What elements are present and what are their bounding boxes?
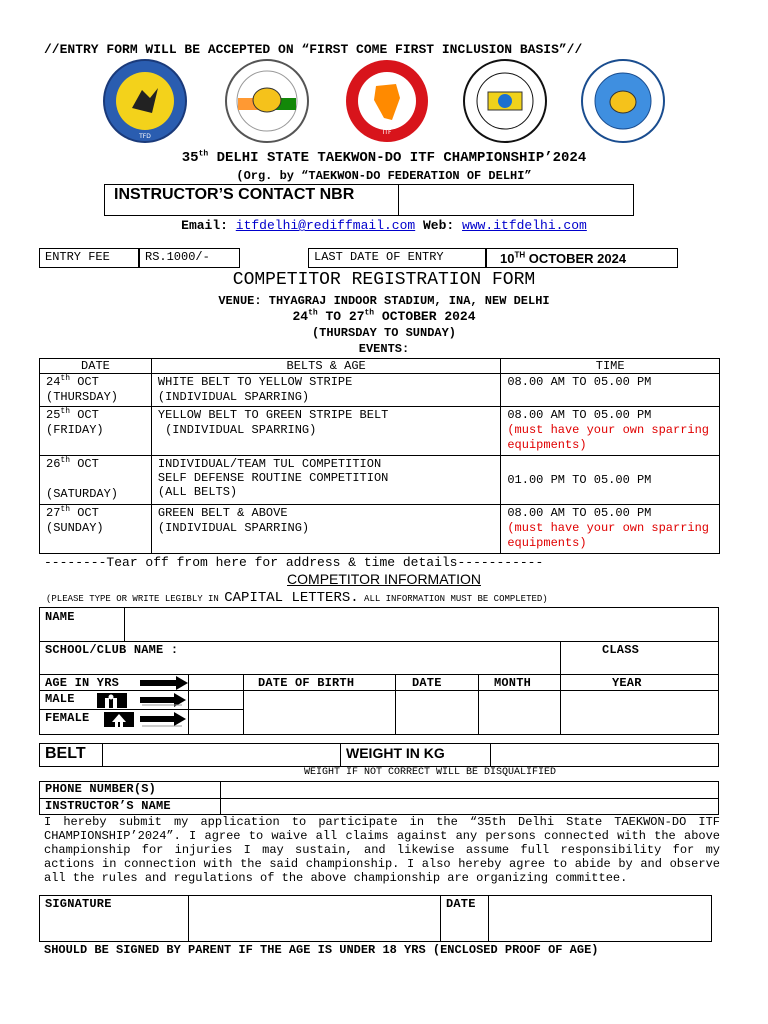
name-label: NAME: [45, 610, 75, 624]
last-date-value: 10TH OCTOBER 2024: [500, 250, 627, 266]
arrow-right-icon: [140, 676, 188, 694]
contact-line: Email: itfdelhi@rediffmail.com Web: www.itfdelhi.com: [181, 218, 587, 233]
championship-title: 35th DELHI STATE TAEKWON-DO ITF CHAMPIONSHIP’2024: [181, 149, 587, 166]
instructor-name-label: INSTRUCTOR’S NAME: [45, 799, 171, 813]
form-title: COMPETITOR REGISTRATION FORM: [232, 270, 536, 290]
form-instruction: (PLEASE TYPE OR WRITE LEGIBLY IN CAPITAL LETTERS. ALL INFORMATION MUST BE COMPLETED): [46, 590, 548, 606]
email-link[interactable]: itfdelhi@rediffmail.com: [235, 218, 416, 233]
all-india-association-logo: [224, 58, 310, 144]
header-notice: //ENTRY FORM WILL BE ACCEPTED ON “FIRST COME FIRST INCLUSION BASIS”//: [44, 42, 583, 57]
class-label: CLASS: [602, 643, 640, 657]
svg-text:TFD: TFD: [139, 133, 151, 140]
venue: VENUE: THYAGRAJ INDOOR STADIUM, INA, NEW DELHI: [218, 294, 550, 308]
table-row: 26th OCT (SATURDAY) INDIVIDUAL/TEAM TUL COMPETITION SELF DEFENSE ROUTINE COMPETITION (ALL BELTS) 01.00 PM TO 05.00 PM: [40, 456, 720, 505]
parent-note: SHOULD BE SIGNED BY PARENT IF THE AGE IS UNDER 18 YRS (ENCLOSED PROOF OF AGE): [44, 943, 599, 957]
organizer-line: (Org. by “TAEKWON-DO FEDERATION OF DELHI”: [236, 169, 532, 183]
dob-label: DATE OF BIRTH: [258, 676, 355, 690]
col-belts: BELTS & AGE: [151, 359, 500, 374]
col-date: DATE: [40, 359, 152, 374]
phone-label: PHONE NUMBER(S): [45, 782, 157, 796]
school-label: SCHOOL/CLUB NAME :: [45, 643, 179, 657]
website-link[interactable]: www.itfdelhi.com: [462, 218, 587, 233]
international-taekwondo-federation-logo: [580, 58, 666, 144]
south-asian-taekwondo-logo: [344, 58, 430, 144]
weight-note: WEIGHT IF NOT CORRECT WILL BE DISQUALIFIED: [303, 767, 557, 778]
events-table: [39, 358, 720, 554]
last-date-label: LAST DATE OF ENTRY: [314, 250, 444, 264]
weight-label: WEIGHT IN KG: [346, 745, 445, 761]
month-label: MONTH: [494, 676, 532, 690]
female-label: FEMALE: [45, 711, 90, 725]
tear-off-line: --------Tear off from here for address & time details-----------: [44, 555, 544, 570]
entry-fee-label: ENTRY FEE: [45, 250, 110, 264]
belt-label: BELT: [45, 745, 86, 762]
col-time: TIME: [501, 359, 720, 374]
signature-label: SIGNATURE: [45, 897, 112, 911]
declaration-text: I hereby submit my application to participate in the “35th Delhi State TAEKWON-DO ITF CHAMPIONSHIP’2024”. I agree to waive all claims against any persons connected with the above championship for injuries I may sustain, and likewise assume full responsibility for my actions in connection with the said championship. I also hereby agree to abide by and observe all the rules and regulations of the above championship are organizing committee.: [44, 815, 720, 885]
svg-text:ITF: ITF: [382, 129, 392, 136]
date-label: DATE: [412, 676, 442, 690]
table-row: 24th OCT (THURSDAY) WHITE BELT TO YELLOW STRIPE (INDIVIDUAL SPARRING) 08.00 AM TO 05.00 PM: [40, 374, 720, 407]
competitor-info-heading: COMPETITOR INFORMATION: [287, 571, 481, 587]
entry-fee-value: RS.1000/-: [145, 250, 210, 264]
female-icon: [104, 712, 134, 731]
year-label: YEAR: [612, 676, 642, 690]
arrow-right-icon: [140, 693, 188, 711]
table-row: 27th OCT (SUNDAY) GREEN BELT & ABOVE (INDIVIDUAL SPARRING) 08.00 AM TO 05.00 PM (must have your own sparring equipments): [40, 505, 720, 554]
name-field[interactable]: [39, 607, 719, 642]
instructor-contact-label: INSTRUCTOR’S CONTACT NBR: [114, 186, 355, 203]
age-label: AGE IN YRS: [45, 676, 120, 690]
male-icon: [97, 693, 127, 712]
arrow-right-icon: [140, 712, 188, 732]
event-dates: 24th TO 27th OCTOBER 2024: [292, 308, 476, 324]
signature-date-label: DATE: [446, 897, 476, 911]
asian-taekwondo-federation-logo: [462, 58, 548, 144]
event-days: (THURSDAY TO SUNDAY): [311, 326, 457, 340]
table-row: 25th OCT (FRIDAY) YELLOW BELT TO GREEN STRIPE BELT (INDIVIDUAL SPARRING) 08.00 AM TO 05.00 PM (must have your own sparring equipments): [40, 407, 720, 456]
events-label: EVENTS:: [358, 342, 410, 356]
male-label: MALE: [45, 692, 75, 706]
federation-of-delhi-logo: [102, 58, 188, 144]
